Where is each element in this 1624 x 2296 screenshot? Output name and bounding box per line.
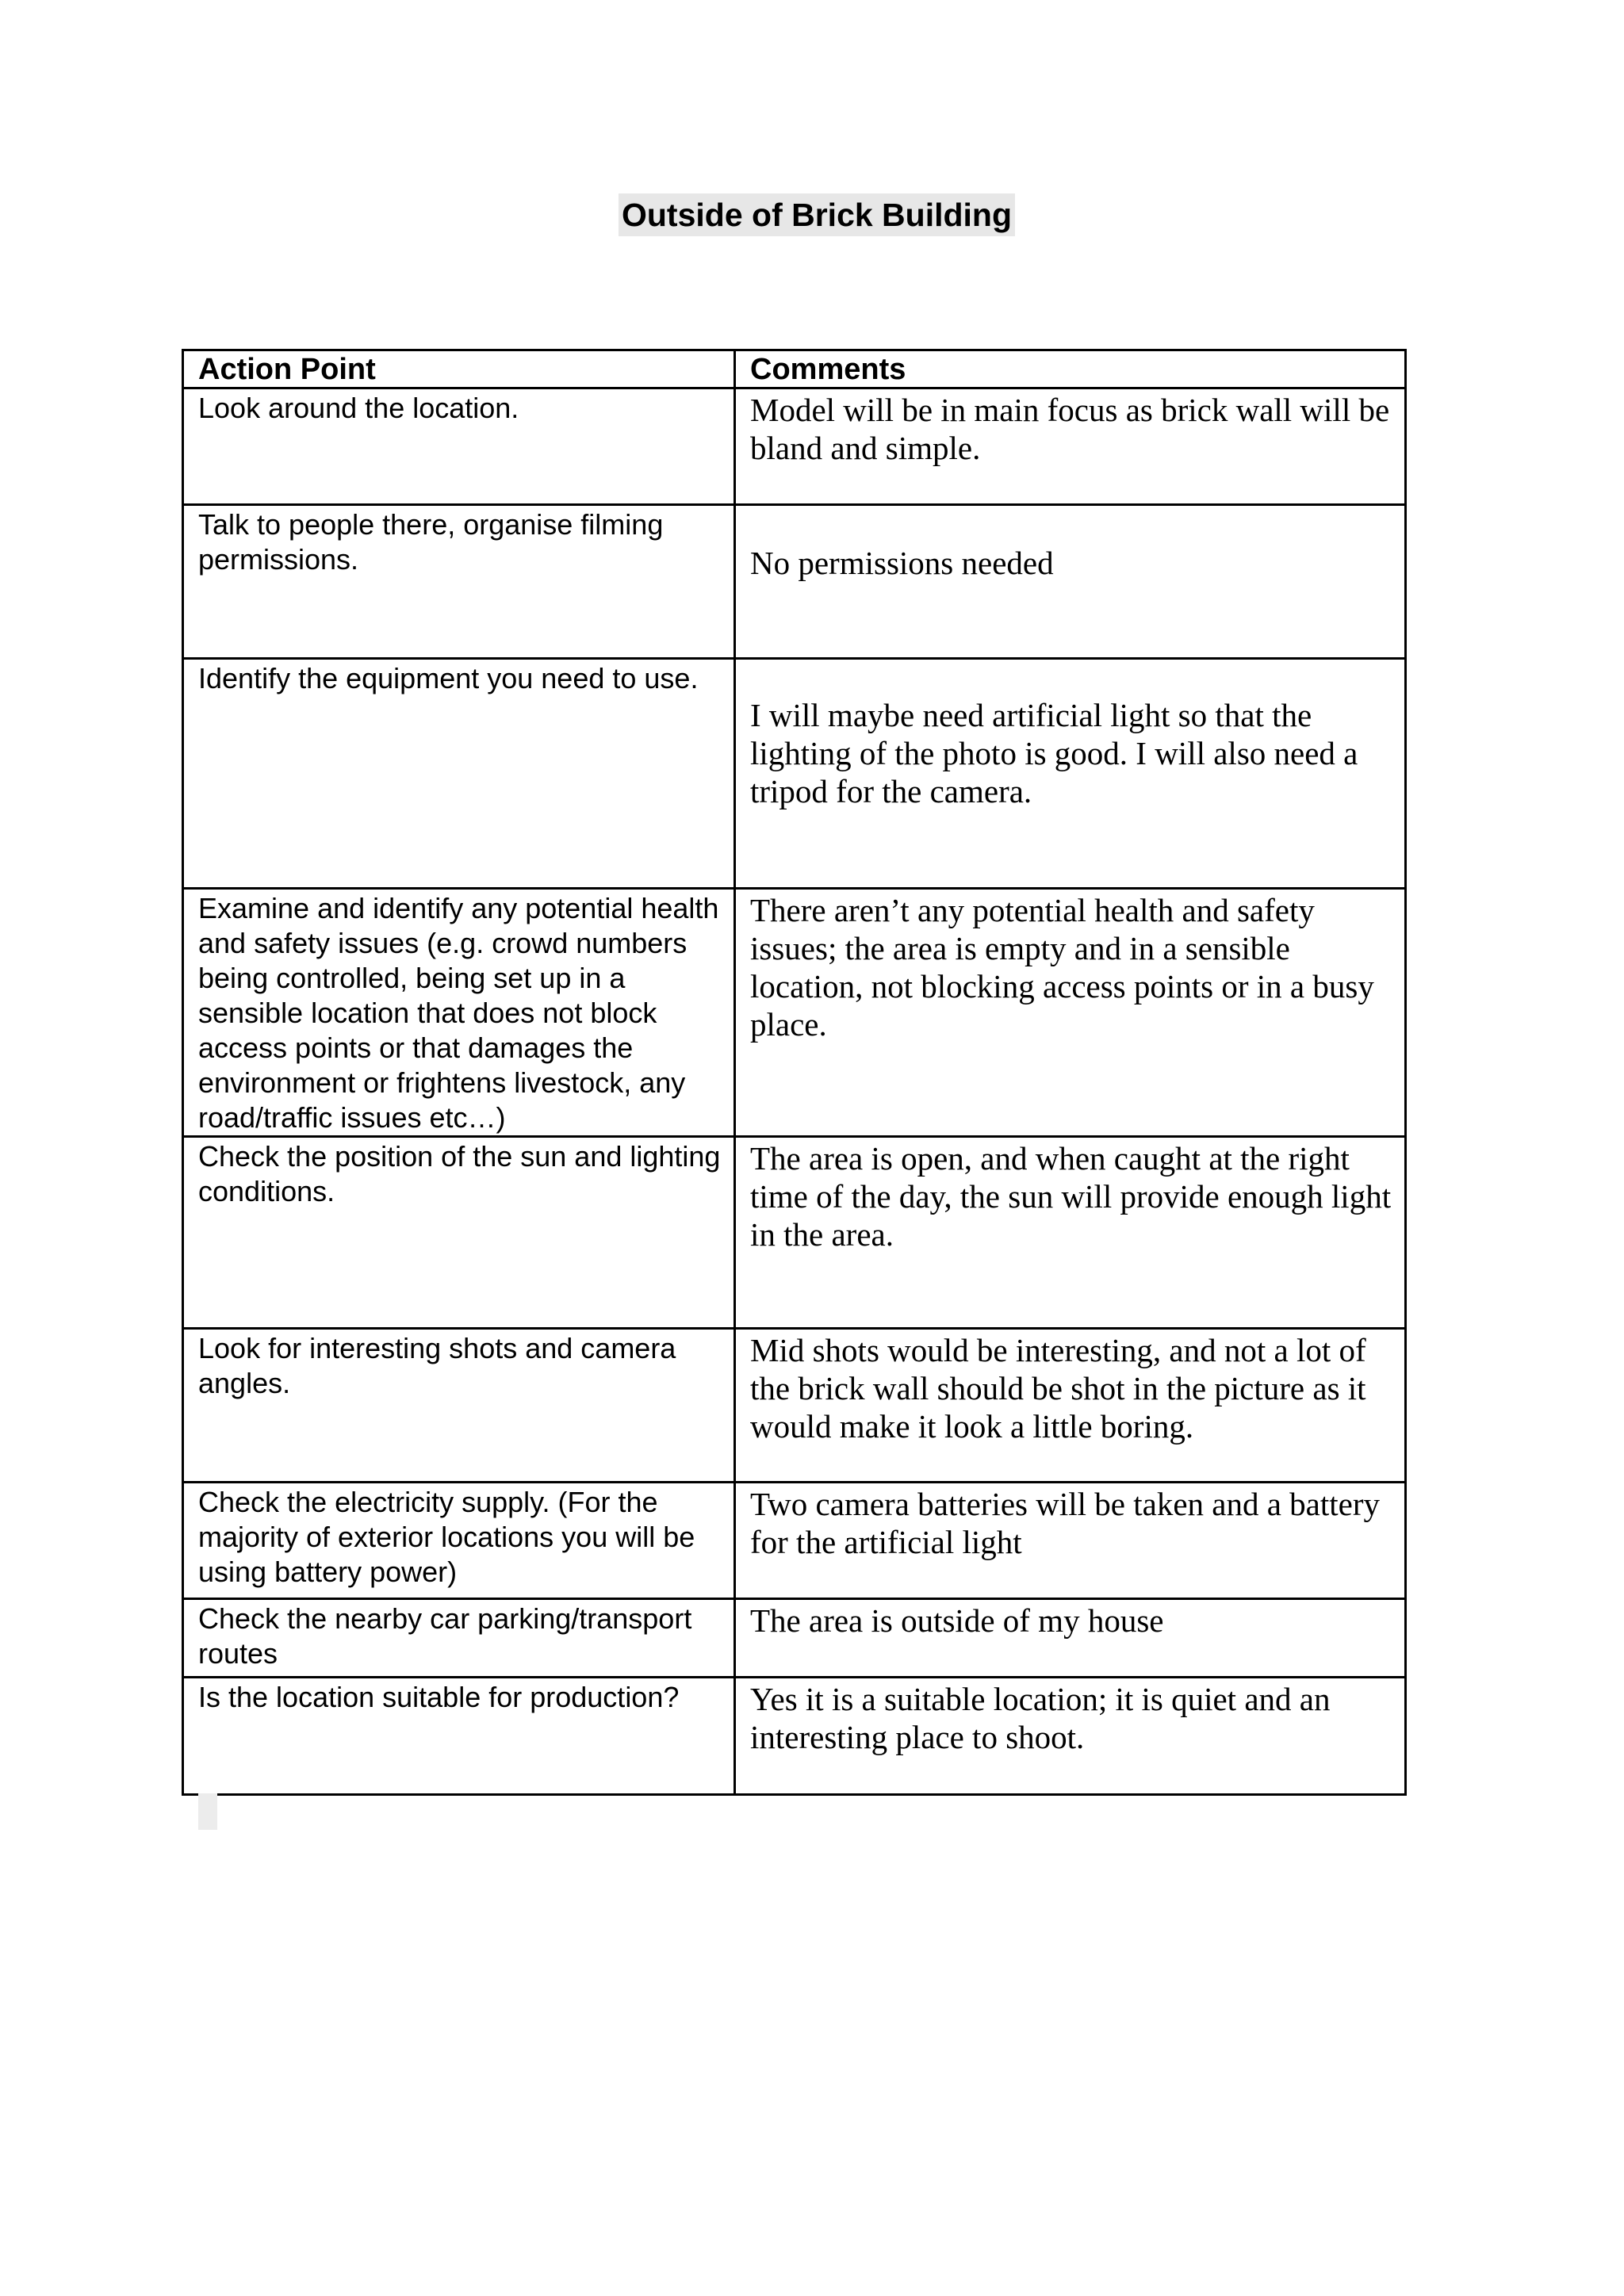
comment-cell: Two camera batteries will be taken and a battery for the artificial light: [735, 1483, 1406, 1599]
location-checklist-table: [182, 349, 1407, 1796]
table-row: [183, 1137, 1406, 1329]
table-row: [183, 388, 1406, 505]
page-title: Outside of Brick Building: [619, 193, 1015, 236]
table-row: [183, 1678, 1406, 1795]
comment-cell: There aren’t any potential health and safety issues; the area is empty and in a sensible location, not blocking access points or in a busy place.: [735, 889, 1406, 1137]
action-cell: Check the electricity supply. (For the majority of exterior locations you will be using battery power): [183, 1483, 735, 1599]
table-row: [183, 1599, 1406, 1678]
action-cell: Is the location suitable for production?: [183, 1678, 735, 1795]
header-row: [183, 350, 1406, 388]
comment-cell: No permissions needed: [735, 505, 1406, 659]
table-row: [183, 1329, 1406, 1483]
table-row: [183, 659, 1406, 889]
action-point-header: Action Point: [183, 350, 735, 388]
comment-cell: Yes it is a suitable location; it is quiet and an interesting place to shoot.: [735, 1678, 1406, 1795]
comment-cell: The area is outside of my house: [735, 1599, 1406, 1678]
action-cell: Examine and identify any potential health and safety issues (e.g. crowd numbers being controlled, being set up in a sensible location that does not block access points or that damages the environment or frightens livestock, any road/traffic issues etc…): [183, 889, 735, 1137]
empty-paragraph-mark: [198, 1793, 217, 1830]
comment-cell: Model will be in main focus as brick wall will be bland and simple.: [735, 388, 1406, 505]
table-row: [183, 1483, 1406, 1599]
comment-cell: The area is open, and when caught at the right time of the day, the sun will provide enough light in the area.: [735, 1137, 1406, 1329]
action-cell: Check the position of the sun and lighting conditions.: [183, 1137, 735, 1329]
comment-cell: Mid shots would be interesting, and not a lot of the brick wall should be shot in the picture as it would make it look a little boring.: [735, 1329, 1406, 1483]
table-row: [183, 505, 1406, 659]
comments-header: Comments: [735, 350, 1406, 388]
table-body: [183, 388, 1406, 1795]
action-cell: Look around the location.: [183, 388, 735, 505]
action-cell: Identify the equipment you need to use.: [183, 659, 735, 889]
table-header: [183, 350, 1406, 388]
action-cell: Talk to people there, organise filming permissions.: [183, 505, 735, 659]
table-row: [183, 889, 1406, 1137]
action-cell: Check the nearby car parking/transport routes: [183, 1599, 735, 1678]
action-cell: Look for interesting shots and camera angles.: [183, 1329, 735, 1483]
comment-cell: I will maybe need artificial light so that the lighting of the photo is good. I will also need a tripod for the camera.: [735, 659, 1406, 889]
